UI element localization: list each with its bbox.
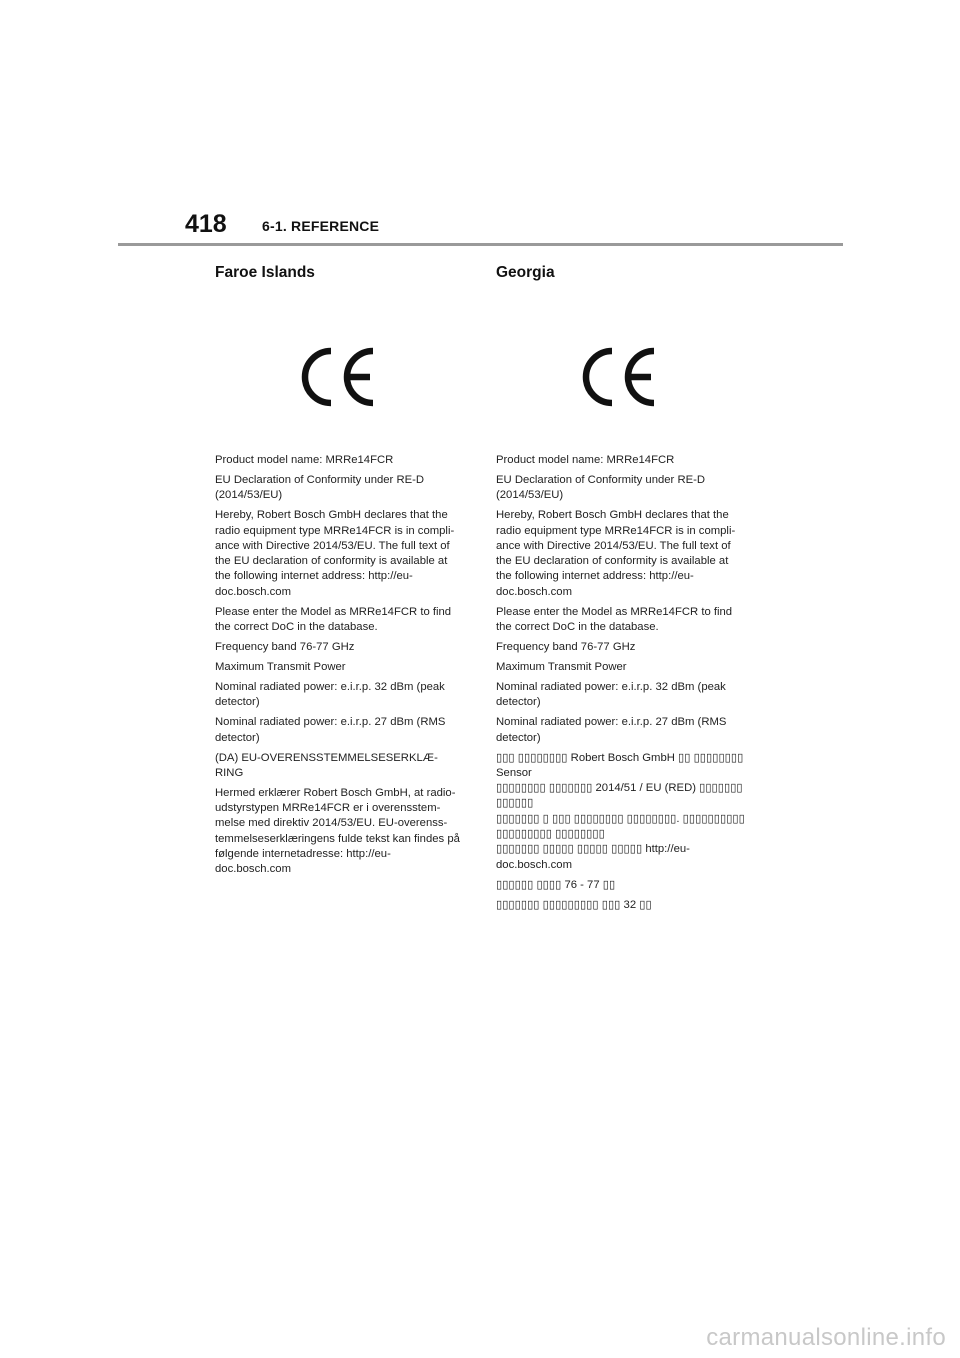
georgia-column	[496, 262, 746, 918]
section-title: 6-1. REFERENCE	[262, 218, 380, 234]
faroe-islands-declaration	[215, 453, 465, 878]
paragraph: Product model name: MRRe14FCR	[496, 454, 675, 466]
paragraph: Nominal radiated power: e.i.r.p. 27 dBm (RMS detector)	[496, 716, 727, 744]
paragraph: Frequency band 76-77 GHz	[496, 641, 636, 654]
paragraph: Nominal radiated power: e.i.r.p. 27 dBm (RMS detector)	[215, 716, 446, 744]
site-watermark: carmanualsonline.info	[706, 1324, 946, 1351]
paragraph: Hermed erklærer Robert Bosch GmbH, at radio- udstyrstypen MRRe14FCR er i overensstem- melse med direktiv 2014/53/EU. EU-overenss- temmelseserklæringens fulde tekst kan findes på følgende internetadresse: http://eu- doc.bosch.com	[215, 786, 460, 876]
faroe-islands-heading: Faroe Islands	[215, 264, 315, 281]
georgia-declaration	[496, 453, 746, 913]
georgia-heading: Georgia	[496, 264, 555, 281]
paragraph: Please enter the Model as MRRe14FCR to find the correct DoC in the database.	[496, 605, 733, 634]
paragraph: Nominal radiated power: e.i.r.p. 32 dBm (peak detector)	[215, 680, 445, 709]
paragraph: Nominal radiated power: e.i.r.p. 32 dBm (peak detector)	[496, 680, 726, 709]
paragraph: Maximum Transmit Power	[215, 661, 346, 673]
paragraph: Maximum Transmit Power	[496, 661, 627, 673]
paragraph: ▯▯▯ ▯▯▯▯▯▯▯▯ Robert Bosch GmbH ▯▯ ▯▯▯▯▯▯▯▯ Sensor ▯▯▯▯▯▯▯▯ ▯▯▯▯▯▯▯ 2014/51 / EU (RED) ▯▯▯▯▯▯▯ ▯▯▯▯▯▯ ▯▯▯▯▯▯▯ ▯ ▯▯▯ ▯▯▯▯▯▯▯▯ ▯▯▯▯▯▯▯▯. ▯▯▯▯▯▯▯▯▯▯ ▯▯▯▯▯▯▯▯▯ ▯▯▯▯▯▯▯▯ ▯▯▯▯▯▯▯ ▯▯▯▯▯ ▯▯▯▯▯ ▯▯▯▯▯ http://eu-doc.bosch.com	[496, 751, 745, 871]
header-divider	[118, 243, 843, 246]
paragraph: Hereby, Robert Bosch GmbH declares that the radio equipment type MRRe14FCR is in compli- ance with Directive 2014/53/EU. The full text of the EU declaration of conformity is available at the following internet address: http://eu- doc.bosch.com	[496, 509, 736, 598]
paragraph: Frequency band 76-77 GHz	[215, 641, 355, 654]
paragraph: EU Declaration of Conformity under RE-D (2014/53/EU)	[215, 473, 425, 502]
paragraph: (DA) EU-OVERENSSTEMMELSESERKLÆ- RING	[215, 751, 438, 779]
paragraph: Hereby, Robert Bosch GmbH declares that the radio equipment type MRRe14FCR is in compli- ance with Directive 2014/53/EU. The full text of the EU declaration of conformity is available at the following internet address: http://eu- doc.bosch.com	[215, 509, 455, 598]
ce-mark-icon	[578, 343, 662, 411]
paragraph: ▯▯▯▯▯▯▯ ▯▯▯▯▯▯▯▯▯ ▯▯▯ 32 ▯▯	[496, 898, 652, 911]
ce-mark-icon	[297, 343, 381, 411]
paragraph: Product model name: MRRe14FCR	[215, 454, 394, 466]
faroe-islands-column	[215, 262, 465, 882]
paragraph: ▯▯▯▯▯▯ ▯▯▯▯ 76 - 77 ▯▯	[496, 878, 616, 891]
paragraph: EU Declaration of Conformity under RE-D (2014/53/EU)	[496, 473, 706, 502]
paragraph: Please enter the Model as MRRe14FCR to find the correct DoC in the database.	[215, 605, 452, 634]
page-number: 418	[185, 210, 227, 238]
